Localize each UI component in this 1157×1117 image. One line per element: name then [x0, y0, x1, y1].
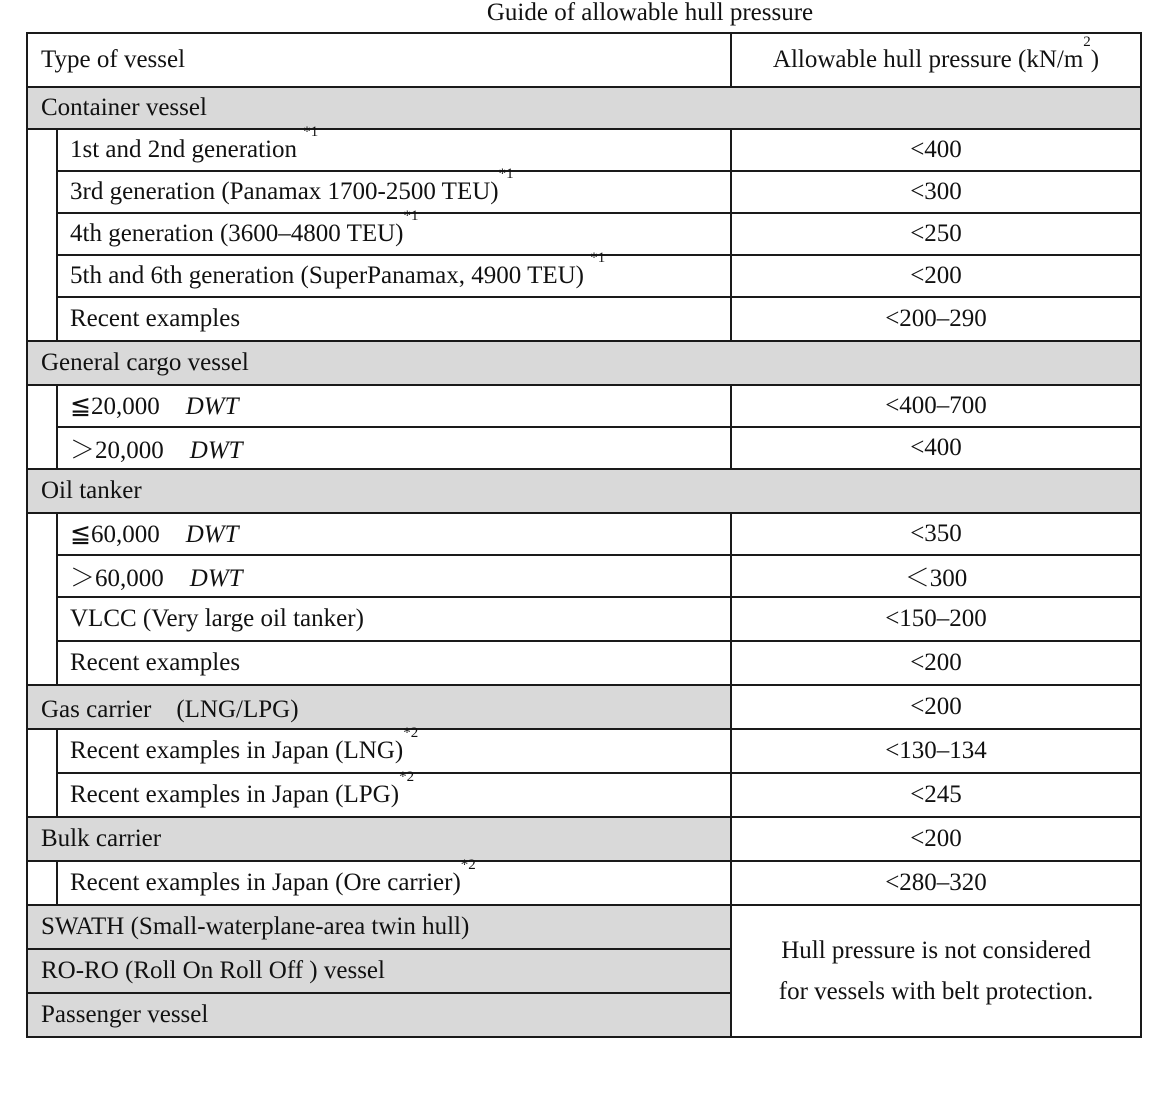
group-row-general-cargo	[27, 341, 1141, 385]
hull-pressure-table	[26, 32, 1142, 1038]
group-row-swath	[27, 905, 1141, 949]
pressure-value-cell: <245	[731, 773, 1141, 817]
pressure-value-cell: <130–134	[731, 729, 1141, 773]
vessel-type-cell: Recent examples in Japan (Ore carrier)$^{*2}$	[57, 861, 731, 905]
vessel-type-cell: 5th and 6th generation (SuperPanamax, 4900 TEU) $^{*1}$	[57, 255, 731, 297]
belt-protection-note: Hull pressure is not considered for vessels with belt protection.	[731, 905, 1141, 1037]
group-label: SWATH (Small-waterplane-area twin hull)	[27, 905, 731, 949]
table-row	[27, 555, 1141, 597]
table-row	[27, 861, 1141, 905]
pressure-value-cell: <150–200	[731, 597, 1141, 641]
pressure-value-cell: <200	[731, 817, 1141, 861]
group-label: Oil tanker	[27, 469, 1141, 513]
vessel-type-cell: Recent examples	[57, 641, 731, 685]
group-label: Container vessel	[27, 87, 1141, 129]
group-row-oil-tanker	[27, 469, 1141, 513]
vessel-type-cell: 3rd generation (Panamax 1700-2500 TEU)$^{*1}$	[57, 171, 731, 213]
vessel-type-cell: Recent examples in Japan (LPG)$^{*2}$	[57, 773, 731, 817]
pressure-value-cell: <200	[731, 255, 1141, 297]
vessel-type-cell: 4th generation (3600–4800 TEU)$^{*1}$	[57, 213, 731, 255]
table-row	[27, 513, 1141, 555]
table-row	[27, 385, 1141, 427]
group-label: General cargo vessel	[27, 341, 1141, 385]
group-row-gas-carrier	[27, 685, 1141, 729]
group-label: Bulk carrier	[27, 817, 731, 861]
pressure-value-cell: <350	[731, 513, 1141, 555]
pressure-value-cell: <400–700	[731, 385, 1141, 427]
header-allowable-pressure: Allowable hull pressure $(kN/m^2)$	[731, 33, 1141, 87]
table-row	[27, 773, 1141, 817]
table-row	[27, 297, 1141, 341]
table-row	[27, 213, 1141, 255]
pressure-value-cell: <300	[731, 171, 1141, 213]
vessel-type-cell: ≦20,000 DWT	[57, 385, 731, 427]
pressure-value-cell: <400	[731, 427, 1141, 469]
pressure-value-cell: ＜300	[731, 555, 1141, 597]
header-row	[27, 33, 1141, 87]
header-type-of-vessel: Type of vessel	[27, 33, 731, 87]
group-row-container	[27, 87, 1141, 129]
vessel-type-cell: VLCC (Very large oil tanker)	[57, 597, 731, 641]
pressure-value-cell: <200	[731, 685, 1141, 729]
vessel-type-cell: ≦60,000 DWT	[57, 513, 731, 555]
group-row-bulk-carrier	[27, 817, 1141, 861]
pressure-value-cell: <400	[731, 129, 1141, 171]
vessel-type-cell: ＞60,000 DWT	[57, 555, 731, 597]
table-caption: Guide of allowable hull pressure	[486, 0, 814, 26]
pressure-value-cell: <200–290	[731, 297, 1141, 341]
table-row	[27, 729, 1141, 773]
group-label: RO-RO (Roll On Roll Off ) vessel	[27, 949, 731, 993]
table-row	[27, 597, 1141, 641]
table-row	[27, 427, 1141, 469]
table-row	[27, 171, 1141, 213]
pressure-value-cell: <280–320	[731, 861, 1141, 905]
vessel-type-cell: Recent examples	[57, 297, 731, 341]
vessel-type-cell: ＞20,000 DWT	[57, 427, 731, 469]
group-label: Gas carrier (LNG/LPG)	[27, 685, 731, 729]
table-row	[27, 255, 1141, 297]
pressure-value-cell: <250	[731, 213, 1141, 255]
table-row	[27, 641, 1141, 685]
vessel-type-cell: 1st and 2nd generation $^{*1}$	[57, 129, 731, 171]
group-label: Passenger vessel	[27, 993, 731, 1037]
table-row	[27, 129, 1141, 171]
vessel-type-cell: Recent examples in Japan (LNG)$^{*2}$	[57, 729, 731, 773]
pressure-value-cell: <200	[731, 641, 1141, 685]
